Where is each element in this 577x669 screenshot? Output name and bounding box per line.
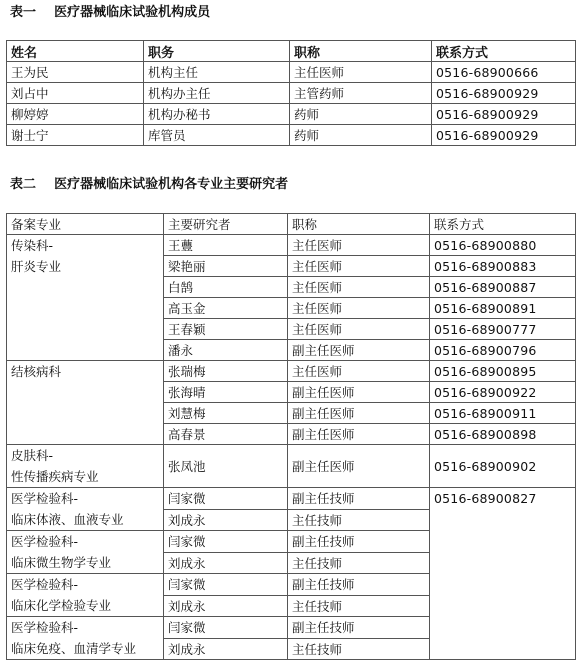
investigator-cell: 梁艳丽 — [164, 256, 288, 277]
investigator-cell: 刘成永 — [164, 509, 288, 531]
position-cell: 机构主任 — [144, 62, 290, 83]
investigator-cell: 闫家微 — [164, 488, 288, 510]
contact-cell: 0516-68900880 — [430, 235, 576, 256]
table1-title: 表一 医疗器械临床试验机构成员 — [10, 5, 211, 20]
specialty-cell — [7, 574, 164, 617]
specialty-line: 医学检验科- — [11, 577, 79, 592]
specialty-line: 临床微生物学专业 — [11, 555, 112, 570]
name-cell: 王为民 — [7, 62, 144, 83]
contact-cell: 0516-68900891 — [430, 298, 576, 319]
investigators-table — [6, 213, 576, 660]
table2-title: 表二 医疗器械临床试验机构各专业主要研究者 — [10, 177, 289, 192]
title-cell: 主任医师 — [288, 319, 430, 340]
title-cell: 副主任医师 — [288, 382, 430, 403]
contact-cell: 0516-68900895 — [430, 361, 576, 382]
investigator-cell: 张瑞梅 — [164, 361, 288, 382]
contact-cell: 0516-68900883 — [430, 256, 576, 277]
table-header-row — [7, 214, 576, 235]
investigator-cell: 闫家微 — [164, 531, 288, 553]
specialty-cell — [7, 488, 164, 531]
header-title: 职称 — [290, 41, 432, 62]
institution-members-table — [6, 40, 576, 146]
contact-cell: 0516-68900929 — [432, 125, 576, 146]
table-row — [7, 361, 576, 382]
title-cell: 主管药师 — [290, 83, 432, 104]
specialty-line: 性传播疾病专业 — [11, 469, 99, 484]
contact-cell: 0516-68900922 — [430, 382, 576, 403]
investigator-cell: 闫家微 — [164, 617, 288, 639]
title-cell: 主任医师 — [288, 277, 430, 298]
specialty-line: 临床免疫、血清学专业 — [11, 641, 137, 656]
name-cell: 刘占中 — [7, 83, 144, 104]
table-row — [7, 125, 576, 146]
specialty-line: 肝炎专业 — [11, 259, 62, 274]
table-row — [7, 83, 576, 104]
investigator-cell: 王蘴 — [164, 235, 288, 256]
specialty-line: 医学检验科- — [11, 491, 79, 506]
specialty-line: 传染科- — [11, 238, 54, 253]
title-cell: 主任医师 — [288, 298, 430, 319]
table-header-row — [7, 41, 576, 62]
name-cell: 谢士宁 — [7, 125, 144, 146]
specialty-line: 结核病科 — [11, 364, 62, 379]
contact-cell: 0516-68900827 — [430, 488, 576, 660]
title-cell: 副主任医师 — [288, 403, 430, 424]
table-row — [7, 62, 576, 83]
investigator-cell: 王春颖 — [164, 319, 288, 340]
header-name: 姓名 — [7, 41, 144, 62]
table-row — [7, 235, 576, 256]
investigator-cell: 刘慧梅 — [164, 403, 288, 424]
title-cell: 主任技师 — [288, 552, 430, 574]
contact-cell: 0516-68900898 — [430, 424, 576, 445]
specialty-cell — [7, 445, 164, 488]
header-specialty: 备案专业 — [7, 214, 164, 235]
investigator-cell: 高玉金 — [164, 298, 288, 319]
investigator-cell: 刘成永 — [164, 552, 288, 574]
header-title: 职称 — [288, 214, 430, 235]
title-cell: 副主任技师 — [288, 574, 430, 596]
table-row — [7, 445, 576, 488]
specialty-cell — [7, 361, 164, 445]
investigator-cell: 潘永 — [164, 340, 288, 361]
specialty-line: 医学检验科- — [11, 534, 79, 549]
table-row — [7, 104, 576, 125]
specialty-line: 医学检验科- — [11, 620, 79, 635]
contact-cell: 0516-68900777 — [430, 319, 576, 340]
header-position: 职务 — [144, 41, 290, 62]
title-cell: 药师 — [290, 125, 432, 146]
title-cell: 主任医师 — [290, 62, 432, 83]
specialty-line: 临床化学检验专业 — [11, 598, 112, 613]
investigator-cell: 高春景 — [164, 424, 288, 445]
title-cell: 副主任医师 — [288, 424, 430, 445]
title-cell: 主任技师 — [288, 595, 430, 617]
title-cell: 副主任技师 — [288, 488, 430, 510]
investigator-cell: 闫家微 — [164, 574, 288, 596]
specialty-line: 皮肤科- — [11, 448, 54, 463]
specialty-line: 临床体液、血液专业 — [11, 512, 124, 527]
title-cell: 副主任医师 — [288, 340, 430, 361]
position-cell: 机构办主任 — [144, 83, 290, 104]
position-cell: 机构办秘书 — [144, 104, 290, 125]
contact-cell: 0516-68900796 — [430, 340, 576, 361]
title-cell: 副主任技师 — [288, 617, 430, 639]
title-cell: 副主任医师 — [288, 445, 430, 488]
title-cell: 主任医师 — [288, 256, 430, 277]
specialty-cell — [7, 617, 164, 660]
position-cell: 库管员 — [144, 125, 290, 146]
specialty-cell — [7, 531, 164, 574]
contact-cell: 0516-68900666 — [432, 62, 576, 83]
investigator-cell: 刘成永 — [164, 595, 288, 617]
investigator-cell: 张海晴 — [164, 382, 288, 403]
contact-cell: 0516-68900902 — [430, 445, 576, 488]
contact-cell: 0516-68900887 — [430, 277, 576, 298]
contact-cell: 0516-68900929 — [432, 83, 576, 104]
title-cell: 主任技师 — [288, 638, 430, 660]
specialty-cell — [7, 235, 164, 361]
investigator-cell: 张凤池 — [164, 445, 288, 488]
title-cell: 主任技师 — [288, 509, 430, 531]
investigator-cell: 刘成永 — [164, 638, 288, 660]
title-cell: 主任医师 — [288, 235, 430, 256]
header-contact: 联系方式 — [432, 41, 576, 62]
table-row — [7, 488, 576, 510]
contact-cell: 0516-68900929 — [432, 104, 576, 125]
title-cell: 药师 — [290, 104, 432, 125]
title-cell: 主任医师 — [288, 361, 430, 382]
name-cell: 柳婷婷 — [7, 104, 144, 125]
header-contact: 联系方式 — [430, 214, 576, 235]
header-investigator: 主要研究者 — [164, 214, 288, 235]
investigator-cell: 白鹄 — [164, 277, 288, 298]
title-cell: 副主任技师 — [288, 531, 430, 553]
contact-cell: 0516-68900911 — [430, 403, 576, 424]
